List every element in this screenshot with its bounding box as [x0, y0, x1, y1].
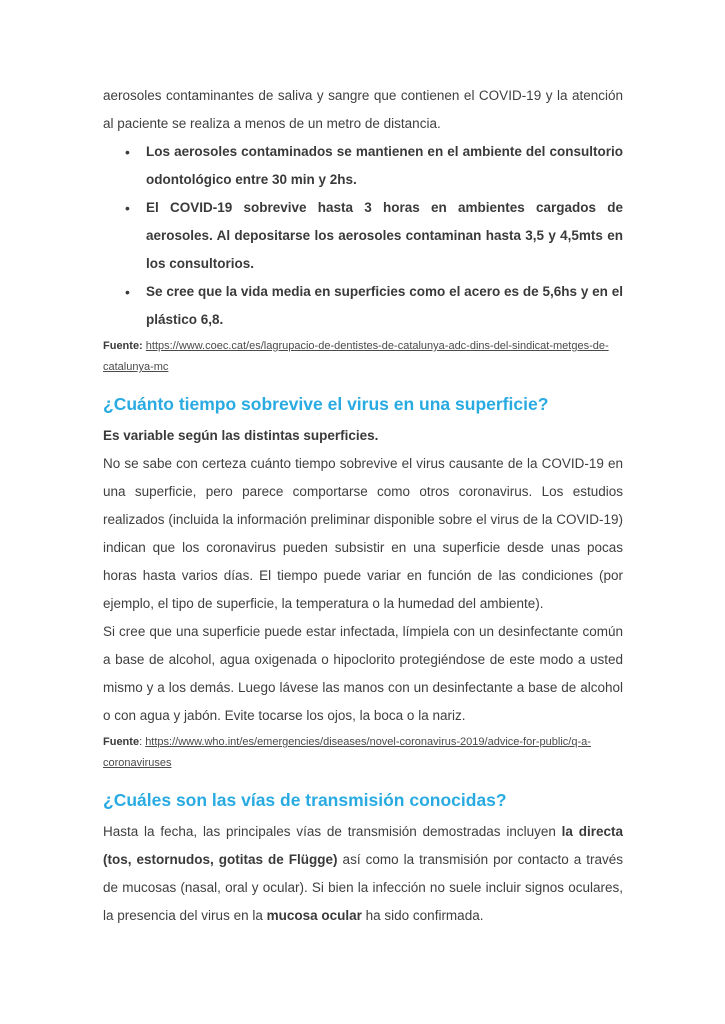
- source-link-coec[interactable]: https://www.coec.cat/es/lagrupacio-de-dentistes-de-catalunya-adc-dins-del-sindicat-metges-de-catalunya-mc: [103, 340, 609, 373]
- bullet-icon: •: [125, 284, 130, 300]
- transmission-paragraph: [103, 818, 623, 930]
- transmission-bold-ocular-mucosa: mucosa ocular: [266, 908, 362, 923]
- bullet-icon: •: [125, 200, 130, 216]
- section-heading-surface-survival: ¿Cuánto tiempo sobrevive el virus en una superficie?: [103, 394, 549, 414]
- section-heading-transmission: ¿Cuáles son las vías de transmisión conocidas?: [103, 790, 507, 810]
- bullet-item: [125, 194, 623, 278]
- source-label: Fuente: [103, 736, 140, 748]
- bullet-text: Se cree que la vida media en superficies como el acero es de 5,6hs y en el plástico 6,8.: [146, 284, 623, 327]
- surface-survival-paragraph: No se sabe con certeza cuánto tiempo sobrevive el virus causante de la COVID-19 en una superficie, pero parece comportarse como otros coronavirus. Los estudios realizados (incluida la información preliminar disponible sobre el virus de la COVID-19) indican que los coronavirus pueden subsistir en una superficie desde unas pocas horas hasta varios días. El tiempo puede variar en función de las condiciones (por ejemplo, el tipo de superficie, la temperatura o la humedad del ambiente).: [103, 456, 623, 611]
- bullet-icon: •: [125, 144, 130, 160]
- disinfection-paragraph: Si cree que una superficie puede estar infectada, límpiela con un desinfectante común a base de alcohol, agua oxigenada o hipoclorito protegiéndose de este modo a usted mismo y a los demás. Luego lávese las manos con un desinfectante a base de alcohol o con agua y jabón. Evite tocarse los ojos, la boca o la nariz.: [103, 624, 623, 723]
- source-line-coec: [103, 336, 623, 378]
- bullet-item: [125, 278, 623, 334]
- source-line-who: [103, 732, 623, 774]
- source-link-who[interactable]: https://www.who.int/es/emergencies/diseases/novel-coronavirus-2019/advice-for-public/q-a-coronaviruses: [103, 736, 591, 769]
- bullet-text: El COVID-19 sobrevive hasta 3 horas en ambientes cargados de aerosoles. Al depositarse los aerosoles contaminan hasta 3,5 y 4,5mts en los consultorios.: [146, 200, 623, 271]
- intro-paragraph: aerosoles contaminantes de saliva y sangre que contienen el COVID-19 y la atención al paciente se realiza a menos de un metro de distancia.: [103, 88, 623, 131]
- lead-paragraph-surfaces: Es variable según las distintas superficies.: [103, 428, 379, 443]
- source-label: Fuente:: [103, 340, 143, 352]
- source-separator: :: [139, 736, 146, 748]
- bullet-text: Los aerosoles contaminados se mantienen en el ambiente del consultorio odontológico entre 30 min y 2hs.: [146, 144, 623, 187]
- transmission-text: ha sido confirmada.: [361, 908, 484, 923]
- transmission-text: así como la transmisión por contacto a través de mucosas (nasal, oral y ocular). Si bien la infección no suele incluir signos oculares, la presencia del virus en la: [103, 852, 624, 923]
- bullet-item: [125, 138, 623, 194]
- bullet-list: [103, 138, 623, 334]
- transmission-text: Hasta la fecha, las principales vías de transmisión demostradas incluyen: [103, 824, 562, 839]
- transmission-bold-direct-route: la directa (tos, estornudos, gotitas de Flügge): [103, 824, 623, 867]
